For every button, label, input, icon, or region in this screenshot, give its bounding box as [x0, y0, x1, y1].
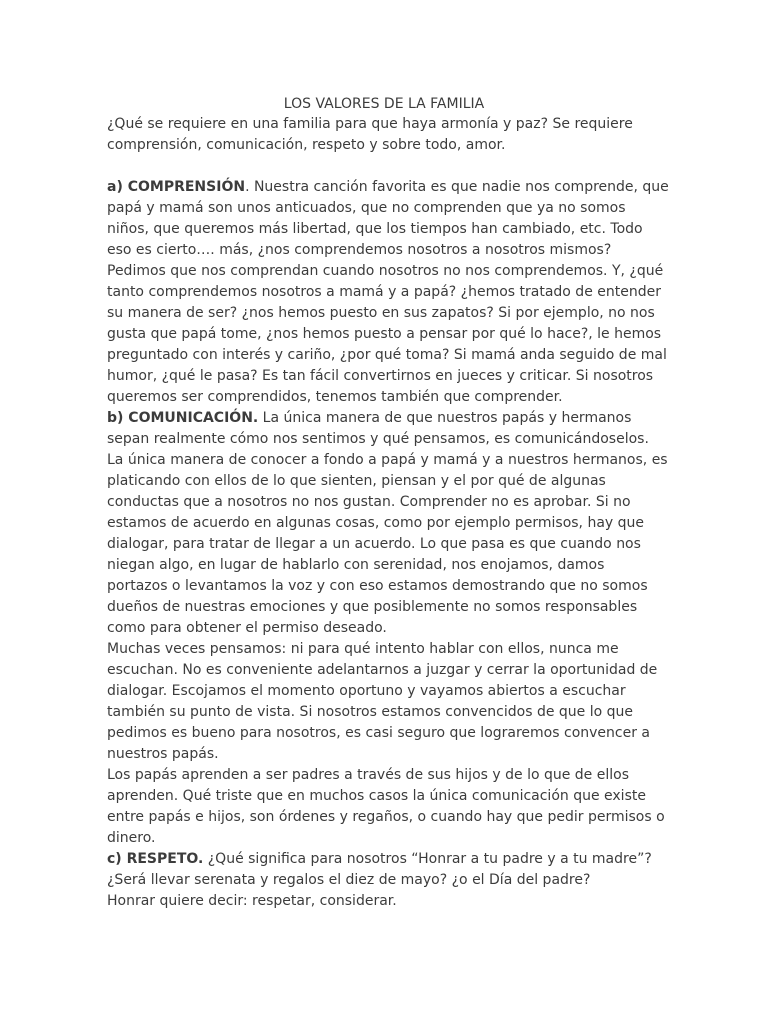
- intro-line: comprensión, comunicación, respeto y sobre todo, amor.: [107, 137, 506, 153]
- text-line: escuchan. No es conveniente adelantarnos a juzgar y cerrar la oportunidad de: [107, 662, 658, 678]
- comunicacion-lines: [107, 429, 667, 849]
- text-line: pedimos es bueno para nosotros, es casi seguro que lograremos convencer a: [107, 725, 650, 741]
- respeto-heading: c) RESPETO.: [107, 851, 204, 867]
- text-line: también su punto de vista. Si nosotros estamos convencidos de que lo que: [107, 704, 633, 720]
- text-line: dialogar, para tratar de llegar a un acuerdo. Lo que pasa es que cuando nos: [107, 536, 641, 552]
- text-line: su manera de ser? ¿nos hemos puesto en sus zapatos? Si por ejemplo, no nos: [107, 305, 655, 321]
- text-line: Pedimos que nos comprendan cuando nosotros no nos comprendemos. Y, ¿qué: [107, 263, 664, 279]
- comprension-lines: [107, 198, 667, 408]
- text-line: entre papás e hijos, son órdenes y regaños, o cuando hay que pedir permisos o: [107, 809, 665, 825]
- text-line: platicando con ellos de lo que sienten, piensan y el por qué de algunas: [107, 473, 606, 489]
- respeto-first-line: [107, 849, 667, 870]
- respeto-lines: [107, 870, 667, 912]
- text-line: preguntado con interés y cariño, ¿por qué toma? Si mamá anda seguido de mal: [107, 347, 667, 363]
- text-line: dueños de nuestras emociones y que posiblemente no somos responsables: [107, 599, 638, 615]
- text-line: tanto comprendemos nosotros a mamá y a papá? ¿hemos tratado de entender: [107, 284, 661, 300]
- comprension-first-line: [107, 177, 667, 198]
- blank-line: [107, 156, 667, 177]
- comunicacion-heading: b) COMUNICACIÓN.: [107, 410, 259, 426]
- text-line: aprenden. Qué triste que en muchos casos la única comunicación que existe: [107, 788, 646, 804]
- document-title: LOS VALORES DE LA FAMILIA: [283, 96, 485, 112]
- text-line: La única manera de conocer a fondo a papá y mamá y a nuestros hermanos, es: [107, 452, 668, 468]
- text-line: dinero.: [107, 830, 156, 846]
- text-line: Los papás aprenden a ser padres a través de sus hijos y de lo que de ellos: [107, 767, 629, 783]
- text-line: queremos ser comprendidos, tenemos también que comprender.: [107, 389, 563, 405]
- comprension-heading: a) COMPRENSIÓN: [107, 179, 246, 195]
- text-line: conductas que a nosotros no nos gustan. Comprender no es aprobar. Si no: [107, 494, 631, 510]
- text-line: nuestros papás.: [107, 746, 219, 762]
- text-line: dialogar. Escojamos el momento oportuno y vayamos abiertos a escuchar: [107, 683, 626, 699]
- text-line: humor, ¿qué le pasa? Es tan fácil convertirnos en jueces y criticar. Si nosotros: [107, 368, 654, 384]
- text-line: ¿Será llevar serenata y regalos el diez de mayo? ¿o el Día del padre?: [107, 872, 591, 888]
- intro-line: ¿Qué se requiere en una familia para que haya armonía y paz? Se requiere: [107, 116, 633, 132]
- text-line: eso es cierto…. más, ¿nos comprendemos nosotros a nosotros mismos?: [107, 242, 612, 258]
- respeto-text: ¿Qué significa para nosotros “Honrar a tu padre y a tu madre”?: [203, 851, 652, 867]
- text-line: estamos de acuerdo en algunas cosas, como por ejemplo permisos, hay que: [107, 515, 645, 531]
- document-body: [107, 114, 667, 912]
- text-line: niños, que queremos más libertad, que los tiempos han cambiado, etc. Todo: [107, 221, 643, 237]
- text-line: Muchas veces pensamos: ni para qué intento hablar con ellos, nunca me: [107, 641, 619, 657]
- comprension-text: . Nuestra canción favorita es que nadie nos comprende, que: [245, 179, 669, 195]
- text-line: como para obtener el permiso deseado.: [107, 620, 387, 636]
- comunicacion-first-line: [107, 408, 667, 429]
- text-line: portazos o levantamos la voz y con eso estamos demostrando que no somos: [107, 578, 648, 594]
- text-line: papá y mamá son unos anticuados, que no comprenden que ya no somos: [107, 200, 626, 216]
- text-line: niegan algo, en lugar de hablarlo con serenidad, nos enojamos, damos: [107, 557, 605, 573]
- text-line: gusta que papá tome, ¿nos hemos puesto a pensar por qué lo hace?, le hemos: [107, 326, 662, 342]
- text-line: sepan realmente cómo nos sentimos y qué pensamos, es comunicándoselos.: [107, 431, 649, 447]
- comunicacion-text: La única manera de que nuestros papás y hermanos: [258, 410, 632, 426]
- text-line: Honrar quiere decir: respetar, considerar.: [107, 893, 397, 909]
